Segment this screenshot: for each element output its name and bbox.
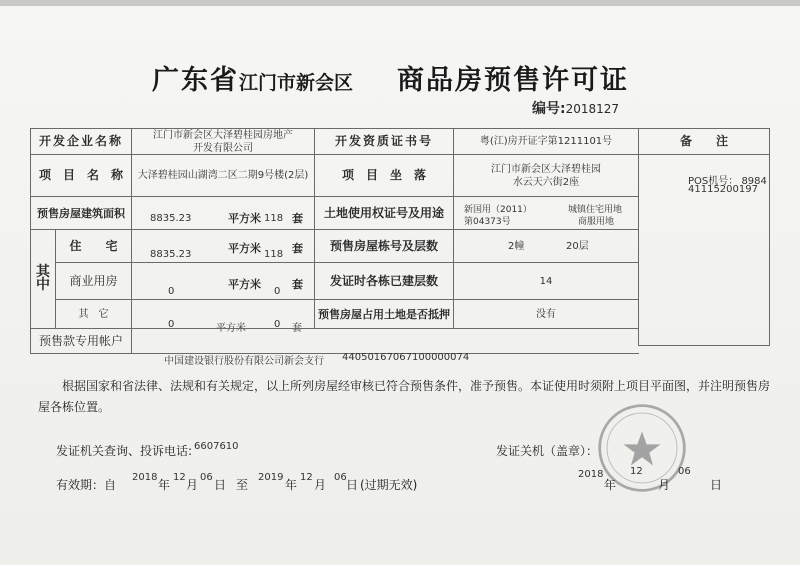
- to-day-char: 日: [346, 478, 359, 492]
- account-label: 预售款专用帐户: [30, 328, 132, 354]
- land-value-1: 新国用（2011）: [464, 205, 532, 215]
- residential-count: 118: [264, 249, 284, 260]
- building-no-value: 2幢: [508, 241, 525, 252]
- land-label: 土地使用权证号及用途: [314, 196, 454, 230]
- other-unit: 平方米: [216, 323, 246, 334]
- commercial-cell: [131, 262, 315, 300]
- to-label: 至: [236, 478, 249, 492]
- to-year-char: 年: [285, 478, 298, 492]
- from-month: 12: [173, 472, 186, 483]
- phone-value: 6607610: [194, 441, 239, 452]
- title-prefix: 广东省: [152, 65, 239, 96]
- issue-day: 06: [678, 466, 691, 477]
- from-year-char: 年: [158, 478, 171, 492]
- from-year: 2018: [132, 472, 158, 483]
- developer-value: [131, 128, 315, 155]
- serial-label: 编号:: [532, 101, 566, 117]
- land-use-1: 城镇住宅用地: [568, 205, 623, 215]
- issue-month: 12: [630, 466, 643, 477]
- mortgage-value: 没有: [453, 299, 639, 329]
- to-month: 12: [300, 472, 313, 483]
- project-name-label: 项 目 名 称: [30, 154, 132, 197]
- issuer-label: 发证关机（盖章）：: [496, 444, 599, 458]
- built-floors-value: 14: [453, 262, 639, 300]
- expired-note: (过期无效): [360, 478, 418, 492]
- from-month-char: 月: [186, 478, 199, 492]
- developer-value-line2: 开发有限公司: [193, 142, 253, 154]
- qualification-label: 开发资质证书号: [314, 128, 454, 155]
- residential-value: 8835.23: [150, 249, 192, 260]
- land-use-2: 商服用地: [578, 217, 615, 227]
- issue-year-char: 年: [604, 478, 617, 492]
- commercial-count: 0: [274, 286, 281, 297]
- serial-value: 2018127: [565, 102, 620, 116]
- to-year: 2019: [258, 472, 284, 483]
- to-month-char: 月: [314, 478, 327, 492]
- project-location-value: [453, 154, 639, 197]
- commercial-unit: 平方米: [228, 278, 261, 291]
- other-value: 0: [168, 319, 175, 330]
- developer-label: 开发企业名称: [30, 128, 132, 155]
- area-unit: 平方米: [228, 212, 261, 225]
- to-day: 06: [334, 472, 347, 483]
- building-no-cell: [453, 229, 639, 263]
- area-label: 预售房屋建筑面积: [30, 196, 132, 230]
- pos-value-1: 8984: [741, 176, 767, 187]
- account-bank: 中国建设银行股份有限公司新会支行: [164, 356, 324, 367]
- certificate-title: [152, 58, 672, 96]
- commercial-value: 0: [168, 286, 175, 297]
- area-value: 8835.23: [150, 213, 192, 224]
- account-cell: [131, 328, 639, 354]
- other-label: 其 它: [55, 299, 132, 329]
- issue-year: 2018: [578, 469, 604, 480]
- phone-label: 发证机关查询、投诉电话:: [56, 444, 193, 458]
- qualification-value: 粤(江)房开证字第1211101号: [453, 128, 639, 155]
- pos-value-2: 41115200197: [688, 184, 758, 195]
- commercial-label: 商业用房: [55, 262, 132, 300]
- built-floors-label: 发证时各栋已建层数: [314, 262, 454, 300]
- scan-edge: [0, 0, 800, 6]
- area-count: 118: [264, 213, 284, 224]
- area-count-unit: 套: [292, 212, 303, 225]
- residential-label: 住 宅: [55, 229, 132, 263]
- other-count-unit: 套: [292, 323, 302, 334]
- residential-unit: 平方米: [228, 242, 261, 255]
- approval-paragraph: 根据国家和省法律、法规和有关规定，以上所列房屋经审核已符合预售条件，准予预售。本证使用时须附上项目平面图，并注明预售房屋各栋位置。: [38, 379, 771, 414]
- mortgage-label: 预售房屋占用土地是否抵押: [314, 299, 454, 329]
- validity-label: 有效期：自: [56, 478, 117, 492]
- certificate-table: [30, 128, 770, 372]
- title-region: 江门市新会区: [239, 72, 354, 94]
- issue-day-char: 日: [710, 478, 723, 492]
- remarks-label: 备 注: [638, 128, 770, 155]
- pos-label: POS机号：: [688, 176, 739, 187]
- account-number: 44050167067100000074: [342, 352, 470, 363]
- floors-value: 20层: [566, 241, 589, 252]
- project-location-label: 项 目 坐 落: [314, 154, 454, 197]
- project-location-line2: 水云天六街2座: [512, 176, 580, 188]
- land-value-2: 第04373号: [464, 217, 511, 227]
- building-no-label: 预售房屋栋号及层数: [314, 229, 454, 263]
- title-main: 商品房预售许可证: [397, 65, 630, 96]
- from-day-char: 日: [214, 478, 227, 492]
- residential-count-unit: 套: [292, 242, 303, 255]
- commercial-count-unit: 套: [292, 278, 303, 291]
- other-count: 0: [274, 319, 281, 330]
- of-which-label: 其中: [30, 229, 56, 329]
- serial-number: [532, 98, 619, 118]
- developer-value-line1: 江门市新会区大泽碧桂园房地产: [153, 129, 293, 141]
- project-location-line1: 江门市新会区大泽碧桂园: [491, 163, 601, 175]
- issue-month-char: 月: [658, 478, 671, 492]
- from-day: 06: [200, 472, 213, 483]
- project-name-value: 大泽碧桂园山湖湾二区二期9号楼(2层): [131, 154, 315, 197]
